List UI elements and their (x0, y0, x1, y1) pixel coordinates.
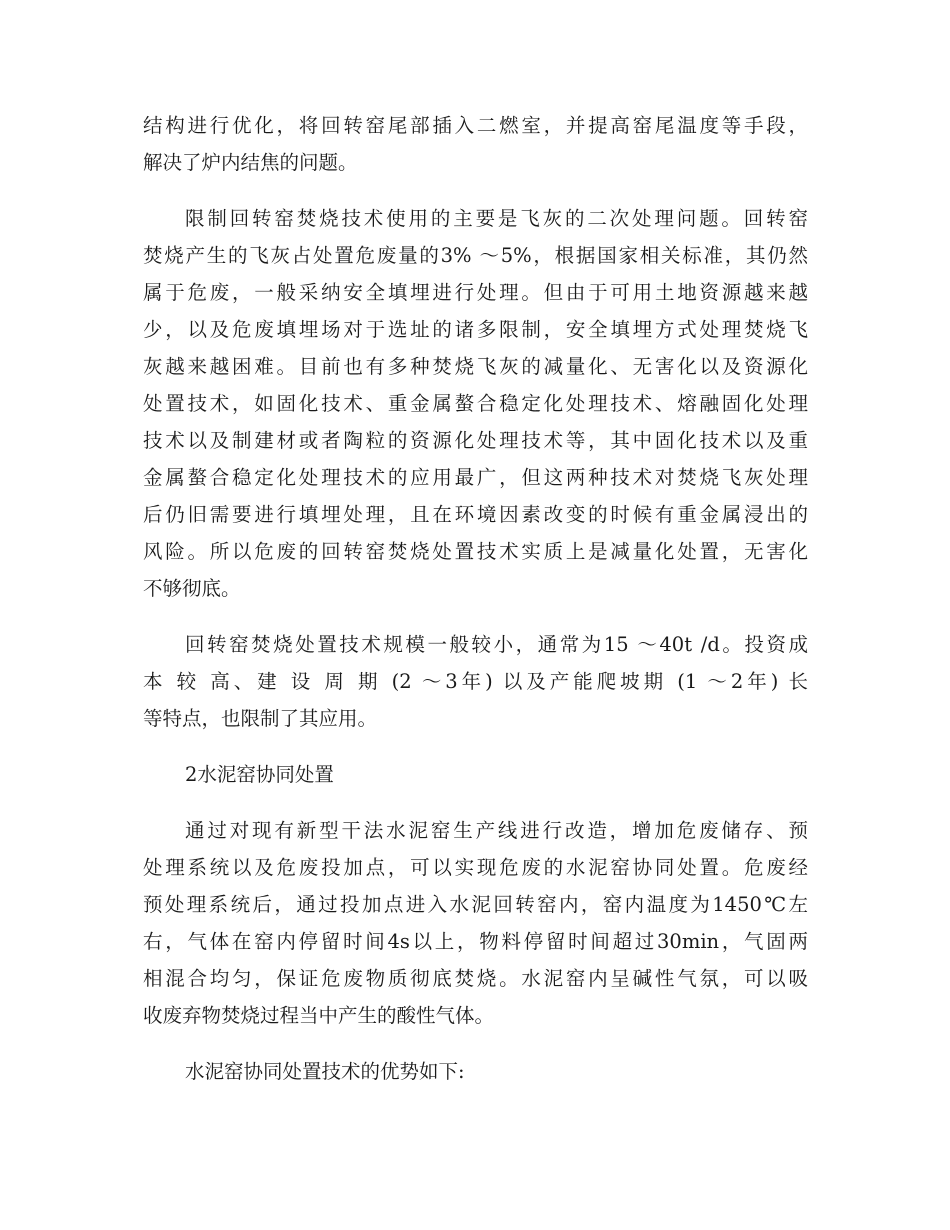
paragraph-advantages-intro (143, 1053, 808, 1090)
paragraph-line: 不够彻底。 (143, 577, 241, 600)
paragraph-line: 限制回转窑焚烧技术使用的主要是飞灰的二次处理问题。回转窑 (185, 207, 808, 230)
paragraph-line: 右，气体在窑内停留时间4s以上，物料停留时间超过30min，气固两 (143, 930, 808, 953)
document-body (143, 107, 808, 1109)
paragraph-line: 处置技术，如固化技术、重金属螯合稳定化处理技术、熔融固化处理 (143, 392, 808, 415)
paragraph-line: 处理系统以及危废投加点，可以实现危废的水泥窑协同处置。危废经 (143, 856, 808, 879)
paragraph-line: 焚烧产生的飞灰占处置危废量的3% ～5%，根据国家相关标准，其仍然 (143, 244, 808, 267)
paragraph-fly-ash-limitation (143, 200, 808, 607)
paragraph-line: 结构进行优化，将回转窑尾部插入二燃室，并提高窑尾温度等手段， (143, 114, 808, 137)
paragraph-line: 灰越来越困难。目前也有多种焚烧飞灰的减量化、无害化以及资源化 (143, 355, 808, 378)
paragraph-line: 金属螯合稳定化处理技术的应用最广，但这两种技术对焚烧飞灰处理 (143, 466, 808, 489)
section-heading: 2水泥窑协同处置 (185, 763, 334, 786)
paragraph-line: 技术以及制建材或者陶粒的资源化处理技术等，其中固化技术以及重 (143, 429, 808, 452)
paragraph-line: 风险。所以危废的回转窑焚烧处置技术实质上是减量化处置，无害化 (143, 540, 808, 563)
paragraph-line: 后仍旧需要进行填埋处理，且在环境因素改变的时候有重金属浸出的 (143, 503, 808, 526)
paragraph-line: 等特点，也限制了其应用。 (143, 707, 378, 730)
paragraph-line: 属于危废，一般采纳安全填埋进行处理。但由于可用土地资源越来越 (143, 281, 808, 304)
paragraph-line: 解决了炉内结焦的问题。 (143, 151, 358, 174)
paragraph-line: 收废弃物焚烧过程当中产生的酸性气体。 (143, 1004, 495, 1027)
paragraph-cement-kiln-process (143, 812, 808, 1034)
paragraph-line: 水泥窑协同处置技术的优势如下: (185, 1060, 465, 1083)
paragraph-kiln-structure-continued (143, 107, 808, 181)
paragraph-line: 回转窑焚烧处置技术规模一般较小，通常为15 ～40t /d。投资成 (185, 633, 808, 656)
paragraph-line: 预处理系统后，通过投加点进入水泥回转窑内，窑内温度为1450℃左 (143, 893, 808, 916)
paragraph-line: 少，以及危废填埋场对于选址的诸多限制，安全填埋方式处理焚烧飞 (143, 318, 808, 341)
paragraph-line: 通过对现有新型干法水泥窑生产线进行改造，增加危废储存、预 (185, 819, 808, 842)
paragraph-scale-and-cost (143, 626, 808, 737)
paragraph-line: 相混合均匀，保证危废物质彻底焚烧。水泥窑内呈碱性气氛，可以吸 (143, 967, 808, 990)
paragraph-line: 本 较 高、建 设 周 期 (2 ～3年) 以及产能爬坡期 (1 ～2年) 长 (143, 670, 808, 693)
